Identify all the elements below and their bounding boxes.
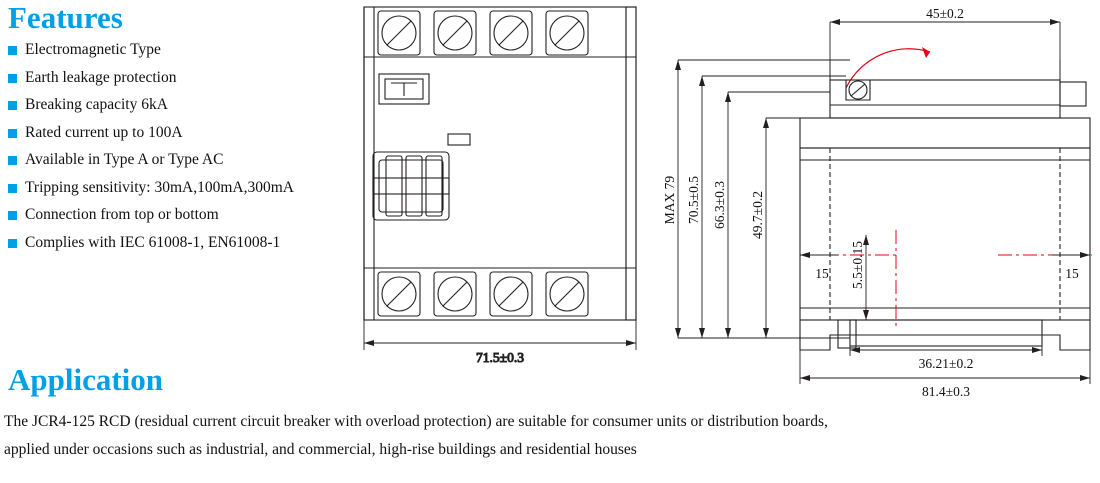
side-handle: [846, 80, 870, 100]
list-item: [8, 41, 368, 58]
square-bullet-icon: [8, 184, 17, 193]
feature-label: Connection from top or bottom: [25, 206, 219, 223]
dim-label-70-5: 70.5±0.5: [686, 176, 701, 224]
dim-label-66-3: 66.3±0.3: [712, 181, 727, 229]
feature-label: Breaking capacity 6kA: [25, 96, 168, 113]
feature-label: Rated current up to 100A: [25, 123, 183, 141]
drawing-svg: [330, 0, 1100, 400]
side-body: [800, 148, 1090, 320]
terminal-screws-bottom: [378, 272, 588, 316]
dim-label-max79: MAX 79: [662, 175, 677, 225]
center-lines: [800, 230, 1092, 330]
dim-label-81-4: 81.4±0.3: [922, 384, 970, 399]
list-item: [8, 124, 368, 141]
dim-label-36-21: 36.21±0.2: [918, 356, 974, 371]
dim-front-width: [364, 320, 636, 350]
list-item: [8, 151, 368, 168]
square-bullet-icon: [8, 101, 17, 110]
features-heading: Features: [8, 0, 123, 35]
front-view-group: [364, 7, 636, 365]
square-bullet-icon: [8, 211, 17, 220]
handle-swing-arc: [846, 49, 930, 88]
feature-label: Tripping sensitivity: 30mA,100mA,300mA: [25, 178, 294, 196]
dim-label-left-15: 15: [815, 266, 829, 281]
feature-label: Complies with IEC 61008-1, EN61008-1: [25, 233, 281, 251]
application-line-2: applied under occasions such as industrial, and commercial, high-rise buildings and residential houses: [4, 441, 637, 458]
list-item: [8, 96, 368, 113]
technical-drawings: [330, 0, 1100, 400]
application-line-1: The JCR4-125 RCD (residual current circuit breaker with overload protection) are suitable for consumer units or distribution boards,: [4, 413, 828, 430]
square-bullet-icon: [8, 129, 17, 138]
side-view-group: [675, 19, 1092, 384]
terminal-screws-top: [378, 11, 588, 55]
application-paragraph: [4, 408, 1094, 464]
square-bullet-icon: [8, 74, 17, 83]
list-item: [8, 69, 368, 86]
dim-label-45: 45±0.2: [926, 6, 964, 21]
dim-label-right-15: 15: [1065, 266, 1079, 281]
feature-label: Earth leakage protection: [25, 68, 177, 86]
dim-label-5-5: 5.5±0.15: [850, 241, 865, 289]
list-item: [8, 234, 368, 251]
features-list: [8, 41, 368, 261]
side-top-cover: [830, 80, 1060, 118]
feature-label: Available in Type A or Type AC: [25, 151, 224, 168]
list-item: [8, 179, 368, 196]
application-heading: Application: [8, 362, 164, 397]
square-bullet-icon: [8, 156, 17, 165]
side-dimensions: [675, 19, 1090, 384]
test-button: [379, 74, 429, 104]
feature-label: Electromagnetic Type: [25, 41, 161, 58]
list-item: [8, 206, 368, 223]
operating-handle: [373, 152, 449, 220]
square-bullet-icon: [8, 239, 17, 248]
dim-label-front-width: 71.5±0.3: [476, 350, 524, 365]
square-bullet-icon: [8, 46, 17, 55]
dim-label-49-7: 49.7±0.2: [750, 191, 765, 239]
indicator-window: [448, 134, 470, 145]
